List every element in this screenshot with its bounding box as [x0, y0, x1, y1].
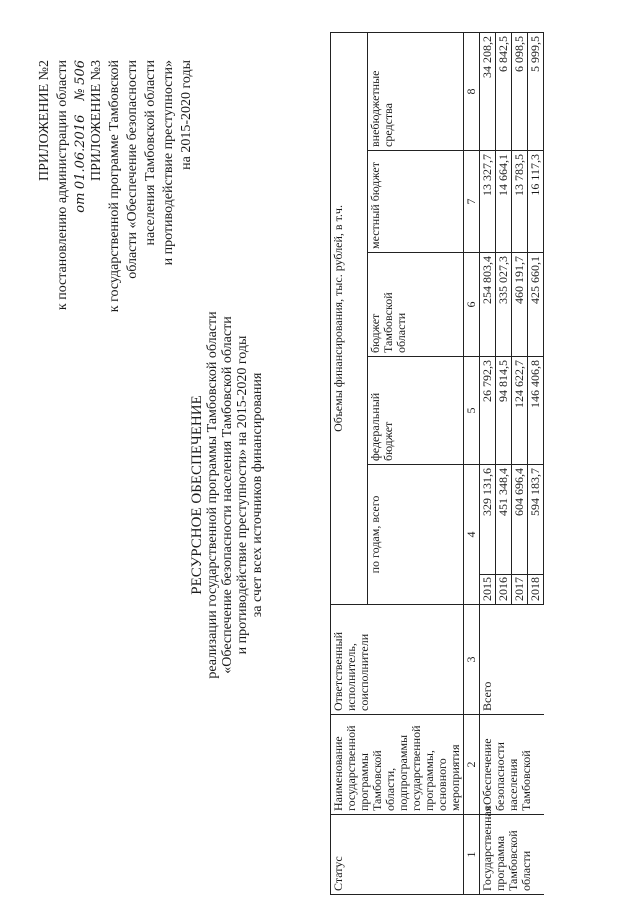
- local-cell: 16 117,3: [528, 151, 544, 253]
- executor-cell: Всего: [480, 605, 544, 715]
- column-number-row: [464, 32, 480, 894]
- table-row: [480, 32, 496, 894]
- total-cell: 329 131,6: [480, 465, 496, 575]
- appendix-2-title: ПРИЛОЖЕНИЕ №2: [37, 60, 52, 181]
- header-offbudget: внебюджетные средства: [367, 32, 463, 150]
- appendix-3-block: [88, 60, 196, 312]
- decree-date: 01.06.2016: [73, 114, 88, 190]
- col-number: 5: [464, 357, 480, 465]
- number-prefix: №: [73, 88, 88, 101]
- offbudget-cell: 6 098,5: [512, 32, 528, 150]
- federal-cell: 146 406,8: [528, 357, 544, 465]
- status-cell: Государственная программа Тамбовской области: [480, 815, 544, 895]
- federal-cell: 94 814,5: [496, 357, 512, 465]
- col-number: 2: [464, 715, 480, 815]
- col-number: 8: [464, 32, 480, 150]
- year-cell: 2016: [496, 575, 512, 605]
- title-heading: РЕСУРСНОЕ ОБЕСПЕЧЕНИЕ: [189, 395, 205, 595]
- title-line: и противодействие преступности» на 2015-2020 годы: [235, 335, 250, 655]
- federal-cell: 26 792,3: [480, 357, 496, 465]
- offbudget-cell: 6 842,5: [496, 32, 512, 150]
- header-volumes: Объемы финансирования, тыс. рублей, в т.ч.: [331, 32, 368, 604]
- date-prefix: от: [73, 192, 88, 213]
- appendix-2-block: [36, 60, 90, 310]
- title-line: «Обеспечение безопасности населения Тамбовской области: [220, 316, 235, 674]
- table-header-row: [331, 32, 368, 894]
- year-cell: 2018: [528, 575, 544, 605]
- resource-table: [330, 32, 544, 895]
- header-federal: федеральный бюджет: [367, 357, 463, 465]
- document-title: [190, 285, 265, 705]
- title-line: за счет всех источников финансирования: [250, 372, 265, 618]
- total-cell: 451 348,4: [496, 465, 512, 575]
- header-status: Статус: [331, 815, 464, 895]
- appendix-2-line: к постановлению администрации области: [55, 60, 70, 311]
- appendix-3-line: области «Обеспечение безопасности: [125, 60, 140, 279]
- local-cell: 14 664,1: [496, 151, 512, 253]
- local-cell: 13 327,7: [480, 151, 496, 253]
- col-number: 1: [464, 815, 480, 895]
- federal-cell: 124 622,7: [512, 357, 528, 465]
- offbudget-cell: 34 208,2: [480, 32, 496, 150]
- col-number: 7: [464, 151, 480, 253]
- appendix-3-line: к государственной программе Тамбовской: [107, 60, 122, 313]
- header-regional: бюджет Тамбовской области: [367, 253, 463, 357]
- col-number: 4: [464, 465, 480, 605]
- header-executor: Ответственный исполнитель, соисполнители: [331, 605, 464, 715]
- title-line: реализации государственной программы Тамбовской области: [205, 311, 220, 679]
- appendix-3-line: на 2015-2020 годы: [179, 60, 194, 170]
- total-cell: 604 696,4: [512, 465, 528, 575]
- local-cell: 13 783,5: [512, 151, 528, 253]
- regional-cell: 460 191,7: [512, 253, 528, 357]
- regional-cell: 254 803,4: [480, 253, 496, 357]
- regional-cell: 335 027,3: [496, 253, 512, 357]
- appendix-3-line: населения Тамбовской области: [143, 60, 158, 246]
- total-cell: 594 183,7: [528, 465, 544, 575]
- col-number: 6: [464, 253, 480, 357]
- regional-cell: 425 660,1: [528, 253, 544, 357]
- header-by-year: по годам, всего: [367, 465, 463, 605]
- name-cell: «Обеспечение безопасности населения Тамбовской: [480, 715, 544, 815]
- offbudget-cell: 5 999,5: [528, 32, 544, 150]
- decree-number: 506: [73, 60, 88, 85]
- year-cell: 2015: [480, 575, 496, 605]
- header-local: местный бюджет: [367, 151, 463, 253]
- appendix-3-title: ПРИЛОЖЕНИЕ №3: [89, 60, 104, 181]
- appendix-3-line: и противодействие преступности»: [161, 60, 176, 266]
- year-cell: 2017: [512, 575, 528, 605]
- header-name: Наименование государственной программы Тамбовской области, подпрограммы государственной программы, основного мероприятия: [331, 715, 464, 815]
- col-number: 3: [464, 605, 480, 715]
